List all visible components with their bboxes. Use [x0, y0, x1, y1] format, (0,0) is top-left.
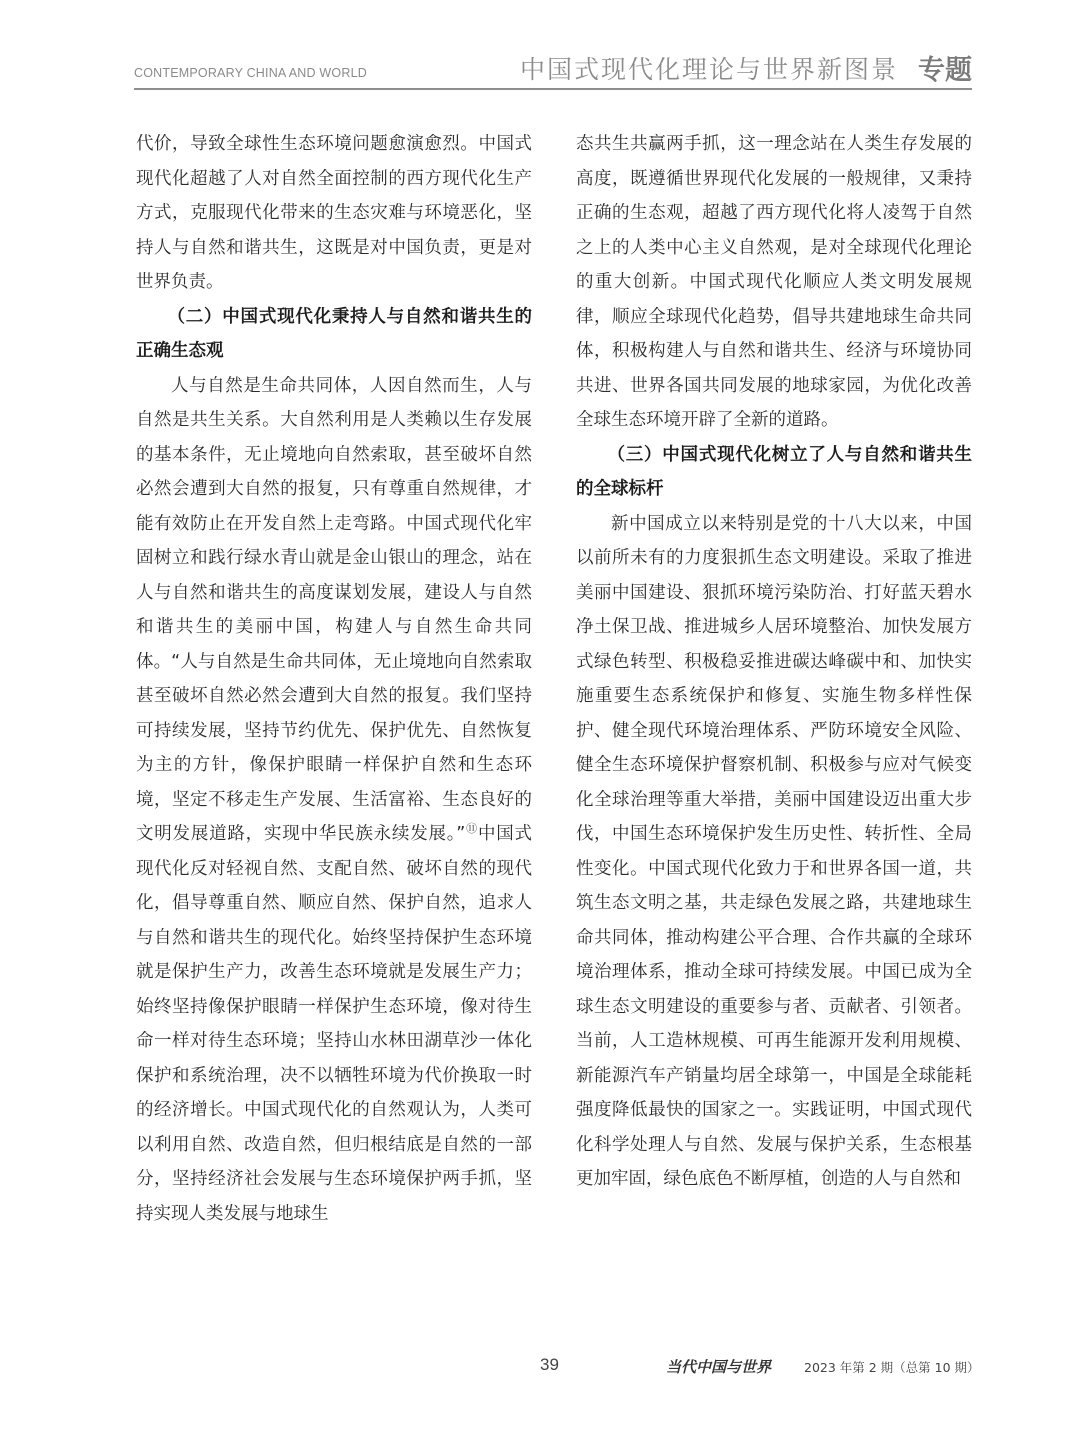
paragraph	[136, 369, 532, 1232]
special-topic-label: 专题	[918, 55, 972, 86]
issue-info: 2023 年第 2 期（总第 10 期）	[804, 1360, 980, 1375]
journal-logo: 当代中国与世界	[666, 1358, 772, 1376]
paragraph-text: 人与自然是生命共同体，人因自然而生，人与自然是共生关系。大自然利用是人类赖以生存发展的基本条件，无止境地向自然索取，甚至破坏自然必然会遭到大自然的报复，只有尊重自然规律，才能有效防止在开发自然上走弯路。中国式现代化牢固树立和践行绿水青山就是金山银山的理念，站在人与自然和谐共生的高度谋划发展，建设人与自然和谐共生的美丽中国，构建人与自然生命共同体。“人与自然是生命共同体，无止境地向自然索取甚至破坏自然必然会遭到大自然的报复。我们坚持可持续发展，坚持节约优先、保护优先、自然恢复为主的方针，像保护眼睛一样保护自然和生态环境，坚定不移走生产发展、生活富裕、生态良好的文明发展道路，实现中华民族永续发展。”	[136, 375, 532, 844]
section-title: 中国式现代化理论与世界新图景	[520, 55, 899, 84]
paragraph-text: 中国式现代化反对轻视自然、支配自然、破坏自然的现代化，倡导尊重自然、顺应自然、保护自然，追求人与自然和谐共生的现代化。始终坚持保护生态环境就是保护生产力，改善生态环境就是发展生产力；始终坚持像保护眼睛一样保护生态环境，像对待生命一样对待生态环境；坚持山水林田湖草沙一体化保护和系统治理，决不以牺牲环境为代价换取一时的经济增长。中国式现代化的自然观认为，人类可以利用自然、改造自然，但归根结底是自然的一部分，坚持经济社会发展与生态环境保护两手抓，坚持实现人类发展与地球生	[136, 824, 532, 1224]
paragraph: 新中国成立以来特别是党的十八大以来，中国以前所未有的力度狠抓生态文明建设。采取了推进美丽中国建设、狠抓环境污染防治、打好蓝天碧水净土保卫战、推进城乡人居环境整治、加快发展方式绿色转型、积极稳妥推进碳达峰碳中和、加快实施重要生态系统保护和修复、实施生物多样性保护、健全现代环境治理体系、严防环境安全风险、健全生态环境保护督察机制、积极参与应对气候变化全球治理等重大举措，美丽中国建设迈出重大步伐，中国生态环境保护发生历史性、转折性、全局性变化。中国式现代化致力于和世界各国一道，共筑生态文明之基，共走绿色发展之路，共建地球生命共同体，推动构建公平合理、合作共赢的全球环境治理体系，推动全球可持续发展。中国已成为全球生态文明建设的重要参与者、贡献者、引领者。当前，人工造林规模、可再生能源开发利用规模、新能源汽车产销量均居全球第一，中国是全球能耗强度降低最快的国家之一。实践证明，中国式现代化科学处理人与自然、发展与保护关系，生态根基更加牢固，绿色底色不断厚植，创造的人与自然和	[576, 513, 972, 1189]
page-number: 39	[540, 1355, 559, 1374]
left-column	[136, 127, 532, 1231]
footnote-marker: ⑪	[465, 822, 478, 836]
header-rule	[134, 88, 972, 90]
right-column	[576, 127, 972, 1197]
subheading: （二）中国式现代化秉持人与自然和谐共生的正确生态观	[136, 306, 532, 361]
paragraph: 态共生共赢两手抓，这一理念站在人类生存发展的高度，既遵循世界现代化发展的一般规律，又秉持正确的生态观，超越了西方现代化将人凌驾于自然之上的人类中心主义自然观，是对全球现代化理论的重大创新。中国式现代化顺应人类文明发展规律，顺应全球现代化趋势，倡导共建地球生命共同体，积极构建人与自然和谐共生、经济与环境协同共进、世界各国共同发展的地球家园，为优化改善全球生态环境开辟了全新的道路。	[576, 134, 972, 430]
journal-english-name: CONTEMPORARY CHINA AND WORLD	[134, 66, 367, 80]
paragraph: 代价，导致全球性生态环境问题愈演愈烈。中国式现代化超越了人对自然全面控制的西方现代化生产方式，克服现代化带来的生态灾难与环境恶化，坚持人与自然和谐共生，这既是对中国负责，更是对世界负责。	[136, 134, 532, 292]
subheading: （三）中国式现代化树立了人与自然和谐共生的全球标杆	[576, 444, 972, 499]
